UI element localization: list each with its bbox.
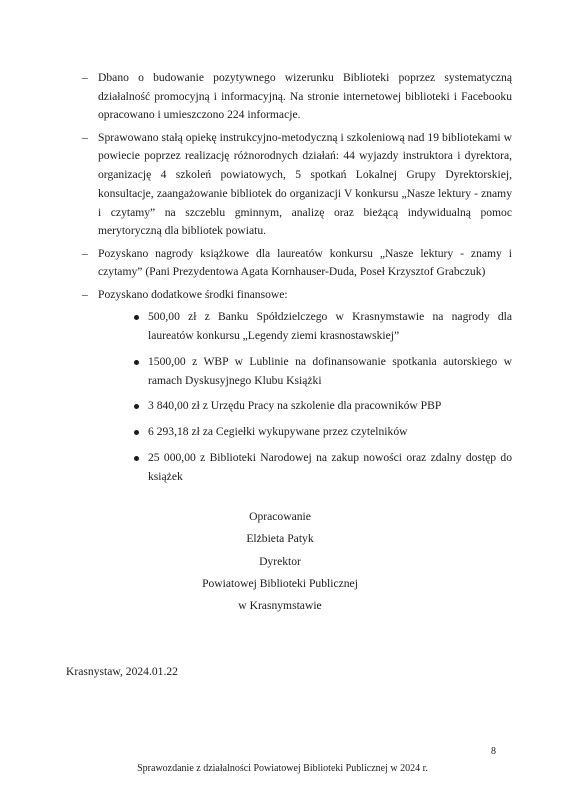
signature-author-name: Elżbieta Patyk [246,532,314,546]
bullet-icon [134,456,139,461]
funding-item [132,308,512,345]
signature-author-role: Dyrektor [259,554,301,568]
signature-block [160,506,400,617]
dash-marker: – [82,130,88,144]
funding-item [132,423,512,442]
place-and-date: Krasnystaw, 2024.01.22 [66,665,178,678]
list-item-text: Dbano o budowanie pozytywnego wizerunku Biblioteki poprzez systematyczną działalność promocyjną i informacyjną. Na stronie internetowej biblioteki i Facebooku opracowano i umieszczono 224 informacje. [98,71,512,122]
list-item-book-prizes [82,245,512,282]
activity-list [82,69,512,494]
bullet-icon [134,360,139,365]
funding-item-text: 1500,00 z WBP w Lublinie na dofinansowanie spotkania autorskiego w ramach Dyskusyjnego Klubu Książki [148,354,512,387]
dash-marker: – [82,246,88,260]
page-footer: Sprawozdanie z działalności Powiatowej Biblioteki Publicznej w 2024 r. [137,763,428,774]
list-item-additional-funds [82,286,512,487]
bullet-icon [134,315,139,320]
list-item-promotion [82,69,512,125]
bullet-icon [134,404,139,409]
funding-item-text: 3 840,00 zł z Urzędu Pracy na szkolenie dla pracowników PBP [148,399,442,413]
funding-item [132,397,512,416]
list-item-methodical-care [82,129,512,241]
signature-institution: Powiatowej Biblioteki Publicznej [202,576,358,590]
list-item-text: Pozyskano dodatkowe środki finansowe: [98,287,288,301]
dash-marker: – [82,287,88,301]
list-item-text: Pozyskano nagrody książkowe dla laureatów konkursu „Nasze lektury - znamy i czytamy” (Pani Prezydentowa Agata Kornhauser-Duda, Poseł Krzysztof Grabczuk) [98,246,512,279]
funding-item-text: 500,00 zł z Banku Spółdzielczego w Krasnymstawie na nagrody dla laureatów konkursu „Legendy ziemi krasnostawskiej” [148,310,512,342]
funding-item [132,449,512,486]
signature-prepared-by: Opracowanie [249,510,311,523]
bullet-icon [134,430,139,435]
list-item-text: Sprawowano stałą opiekę instrukcyjno-metodyczną i szkoleniową nad 19 bibliotekami w powiecie poprzez realizację różnorodnych działań: 44 wyjazdy instruktora i dyrektora, organizację 4 szkoleń powiatowych, 5 spotkań Lokalnej Grupy Dyrektorskiej, konsultacje, zaangażowanie bibliotek do organizacji V konkursu „Nasze lektury - znamy i czytamy” na szczeblu gminnym, analizę oraz bieżącą indywidualną pomoc merytoryczną dla bibliotek powiatu. [98,130,512,238]
funding-list [98,308,512,486]
funding-item-text: 25 000,00 z Biblioteki Narodowej na zakup nowości oraz zdalny dostęp do książek [148,451,512,483]
dash-marker: – [82,71,88,84]
signature-location: w Krasnymstawie [238,599,322,613]
funding-item [132,353,512,390]
page-number: 8 [491,746,496,757]
funding-item-text: 6 293,18 zł za Cegiełki wykupywane przez czytelników [148,425,408,439]
